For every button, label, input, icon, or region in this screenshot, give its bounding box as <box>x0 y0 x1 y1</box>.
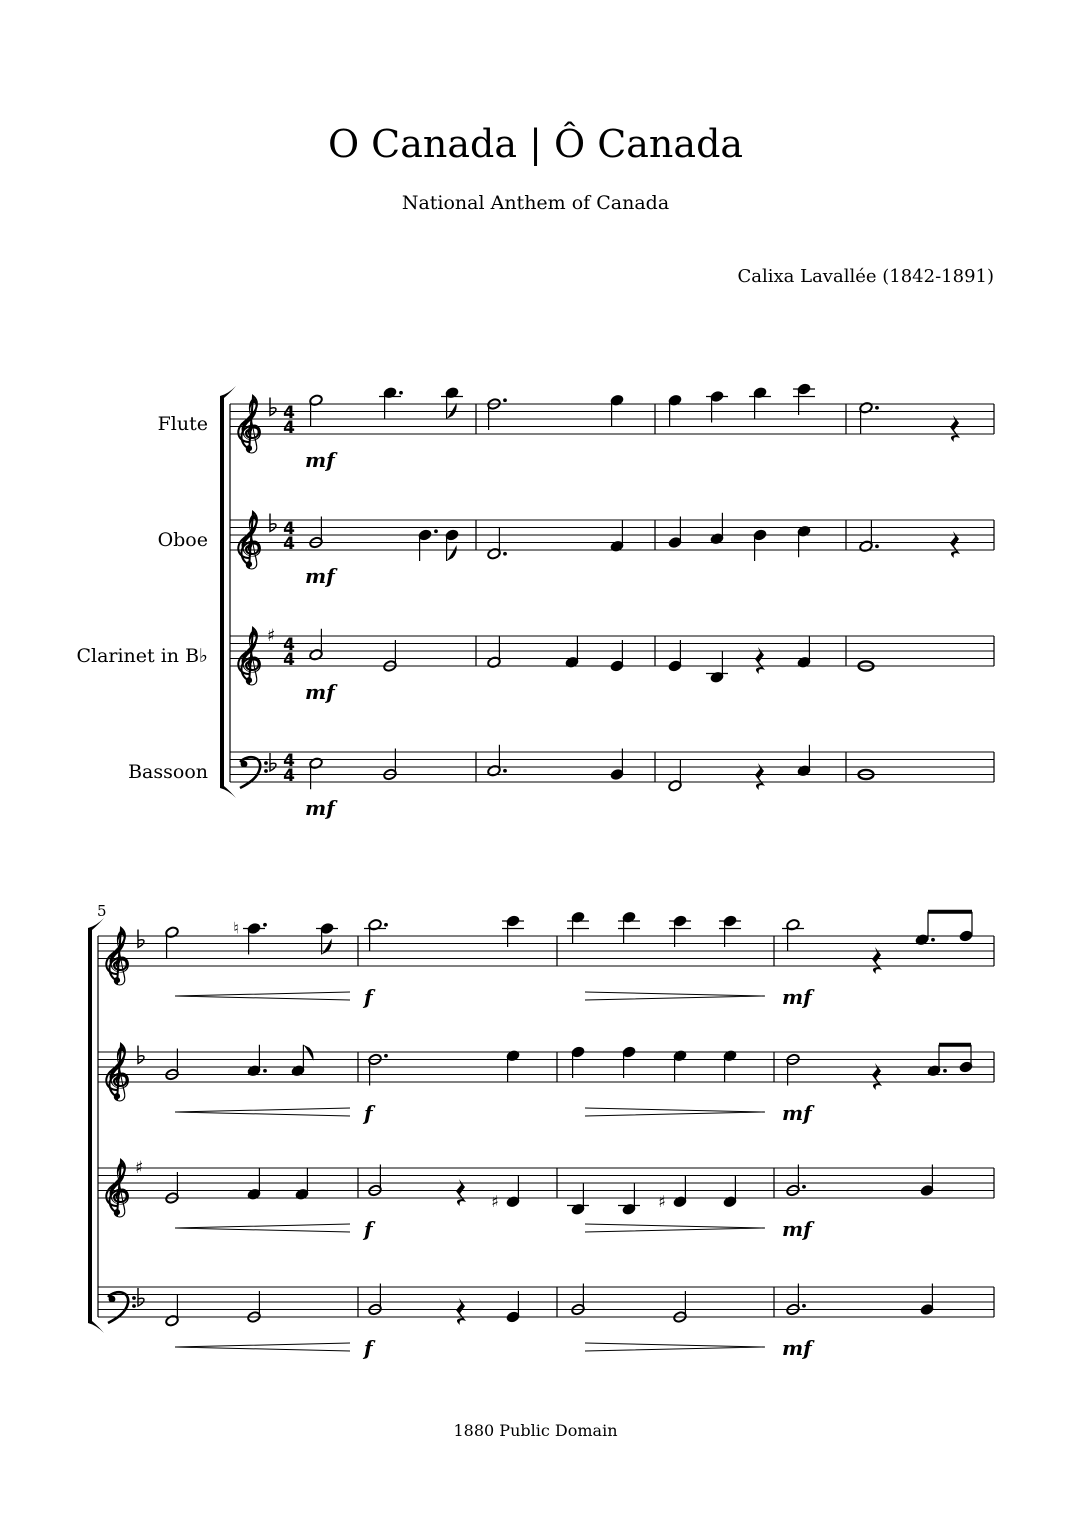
note <box>706 390 728 422</box>
bass-clef-dot <box>241 761 248 768</box>
bass-clef-dot <box>264 761 268 765</box>
flute-notes-2 <box>165 911 973 974</box>
composer-credit: Calixa Lavallée (1842-1891) <box>737 266 994 287</box>
note <box>567 911 589 943</box>
note <box>309 629 323 661</box>
bassoon-notes-2 <box>165 1284 934 1327</box>
note <box>859 520 879 552</box>
dynamic-marking: f <box>364 985 373 1009</box>
augmentation-dot <box>384 923 388 927</box>
note <box>247 1168 261 1200</box>
note <box>706 651 728 683</box>
flat-sign <box>270 514 276 532</box>
flat-sign <box>270 398 276 416</box>
note <box>797 525 811 557</box>
note <box>959 930 973 942</box>
clarinet-notes-2 <box>165 1165 934 1216</box>
note <box>793 383 815 415</box>
note <box>618 911 640 943</box>
time-signature-bottom: 4 <box>283 650 295 670</box>
treble-clef-icon: 𝄞 <box>104 1161 132 1215</box>
system-bracket <box>88 928 92 1323</box>
dynamic-marking: mf <box>305 448 335 472</box>
note <box>710 513 724 545</box>
augmentation-dot <box>434 529 438 533</box>
augmentation-dot <box>943 1069 947 1073</box>
augmentation-dot <box>503 552 507 556</box>
flat-sign <box>138 1288 144 1306</box>
clarinet-notes <box>309 629 874 684</box>
note <box>669 915 691 947</box>
dynamic-marking: f <box>364 1336 373 1360</box>
note-flag <box>303 1045 313 1061</box>
time-signature-top: 4 <box>283 635 295 655</box>
augmentation-dot <box>802 1185 806 1189</box>
note <box>165 1049 179 1081</box>
note <box>920 1284 934 1316</box>
bracket-bottom <box>88 1321 104 1333</box>
note-flag <box>322 939 332 955</box>
instrument-name: Oboe <box>157 529 208 551</box>
augmentation-dot <box>503 398 507 402</box>
flat-sign <box>138 930 144 948</box>
score-subtitle: National Anthem of Canada <box>401 192 670 214</box>
note <box>565 636 579 668</box>
note <box>610 520 624 552</box>
note <box>673 1291 687 1323</box>
note <box>309 517 323 549</box>
note <box>610 749 624 781</box>
note <box>383 640 397 672</box>
decrescendo-hairpin <box>585 1343 765 1351</box>
sharp-sign: ♯ <box>135 1158 144 1178</box>
note <box>368 1284 382 1316</box>
note <box>487 636 501 668</box>
notehead <box>915 934 929 946</box>
augmentation-dot <box>931 938 935 942</box>
time-signature-top: 4 <box>283 403 295 423</box>
note <box>487 528 507 560</box>
augmentation-dot <box>503 769 507 773</box>
note <box>668 640 682 672</box>
note <box>441 387 463 419</box>
treble-clef-icon: 𝄞 <box>236 397 264 451</box>
measure-number: 5 <box>97 902 107 920</box>
bass-clef-dot <box>109 1296 116 1303</box>
note <box>668 760 682 792</box>
note <box>797 745 811 777</box>
note <box>165 1295 179 1327</box>
note <box>368 1165 382 1197</box>
note <box>247 1291 261 1323</box>
note <box>571 1046 585 1078</box>
dynamic-marking: mf <box>305 796 335 820</box>
note <box>567 1183 589 1215</box>
treble-clef-icon: 𝄞 <box>104 1045 132 1099</box>
note <box>786 1165 806 1197</box>
instrument-name: Flute <box>157 413 208 435</box>
note <box>383 749 397 781</box>
note <box>364 919 388 951</box>
note <box>165 926 179 958</box>
time-signature-bottom: 4 <box>283 766 295 786</box>
notehead <box>959 930 973 942</box>
dynamic-marking: f <box>364 1217 373 1241</box>
instrument-name: Bassoon <box>128 761 208 783</box>
note <box>618 1183 640 1215</box>
note <box>487 398 507 430</box>
note <box>658 1176 687 1211</box>
note <box>668 517 682 549</box>
note <box>723 1050 737 1082</box>
note <box>571 1284 585 1316</box>
note <box>487 745 507 777</box>
dynamic-marking: mf <box>782 1217 812 1241</box>
note <box>506 1291 520 1323</box>
bass-clef-dot <box>264 769 268 773</box>
flat-sign <box>138 1046 144 1064</box>
dynamic-marking: f <box>364 1101 373 1125</box>
augmentation-dot <box>875 406 879 410</box>
note <box>165 1172 179 1204</box>
augmentation-dot <box>399 391 403 395</box>
note <box>309 394 323 426</box>
augmentation-dot <box>875 544 879 548</box>
flat-sign <box>270 753 276 771</box>
dynamic-marking: mf <box>305 680 335 704</box>
bracket-bottom <box>220 786 236 798</box>
crescendo-hairpin <box>175 1343 350 1351</box>
note <box>247 1045 267 1077</box>
note <box>379 387 403 419</box>
note <box>295 1168 309 1200</box>
flute-notes <box>309 383 960 442</box>
note <box>610 394 624 426</box>
note <box>316 922 338 954</box>
augmentation-dot <box>263 923 267 927</box>
decrescendo-hairpin <box>585 1108 765 1116</box>
note <box>927 1065 947 1077</box>
system-2 <box>88 902 994 1360</box>
augmentation-dot <box>384 1054 388 1058</box>
note <box>753 529 767 561</box>
note <box>749 387 771 419</box>
bracket-top <box>220 386 236 398</box>
accidental: ♯ <box>658 1191 666 1211</box>
treble-clef-icon: 𝄞 <box>236 513 264 567</box>
crescendo-hairpin <box>175 1224 350 1232</box>
bass-clef-dot <box>132 1296 136 1300</box>
note <box>418 529 438 561</box>
treble-clef-icon: 𝄞 <box>104 929 132 983</box>
note <box>291 1045 314 1077</box>
system-bracket <box>220 396 224 788</box>
note <box>368 1053 388 1085</box>
note <box>445 529 459 561</box>
treble-clef-icon: 𝄞 <box>236 629 264 683</box>
augmentation-dot <box>263 1069 267 1073</box>
note <box>786 1053 800 1085</box>
note <box>782 919 804 951</box>
note <box>506 1050 520 1082</box>
note <box>668 394 682 426</box>
decrescendo-hairpin <box>585 992 765 1000</box>
copyright-footer: 1880 Public Domain <box>453 1421 618 1440</box>
note <box>915 934 935 946</box>
score-title: O Canada | Ô Canada <box>327 122 744 166</box>
note <box>786 1284 806 1316</box>
time-signature-top: 4 <box>283 519 295 539</box>
bass-clef-dot <box>132 1304 136 1308</box>
accidental: ♮ <box>233 918 239 938</box>
note-flag <box>447 403 457 419</box>
instrument-name: Clarinet in B♭ <box>76 645 208 667</box>
decrescendo-hairpin <box>585 1224 765 1232</box>
sharp-sign: ♯ <box>267 626 276 646</box>
time-signature-top: 4 <box>283 751 295 771</box>
note-flag <box>447 545 457 561</box>
time-signature-bottom: 4 <box>283 534 295 554</box>
note <box>309 757 323 789</box>
augmentation-dot <box>802 1304 806 1308</box>
crescendo-hairpin <box>175 1108 350 1116</box>
note <box>491 1176 520 1211</box>
note <box>502 915 524 947</box>
dynamic-marking: mf <box>782 1101 812 1125</box>
note <box>622 1046 636 1078</box>
time-signature-bottom: 4 <box>283 418 295 438</box>
note <box>920 1165 934 1197</box>
crescendo-hairpin <box>175 992 350 1000</box>
note <box>859 402 879 434</box>
dynamic-marking: mf <box>782 985 812 1009</box>
accidental: ♯ <box>491 1191 499 1211</box>
note <box>723 1176 737 1208</box>
note <box>610 640 624 672</box>
dynamic-marking: mf <box>305 564 335 588</box>
dynamic-marking: mf <box>782 1336 812 1360</box>
system-1 <box>76 383 994 820</box>
note <box>673 1050 687 1082</box>
note <box>719 915 741 947</box>
note <box>797 636 811 668</box>
